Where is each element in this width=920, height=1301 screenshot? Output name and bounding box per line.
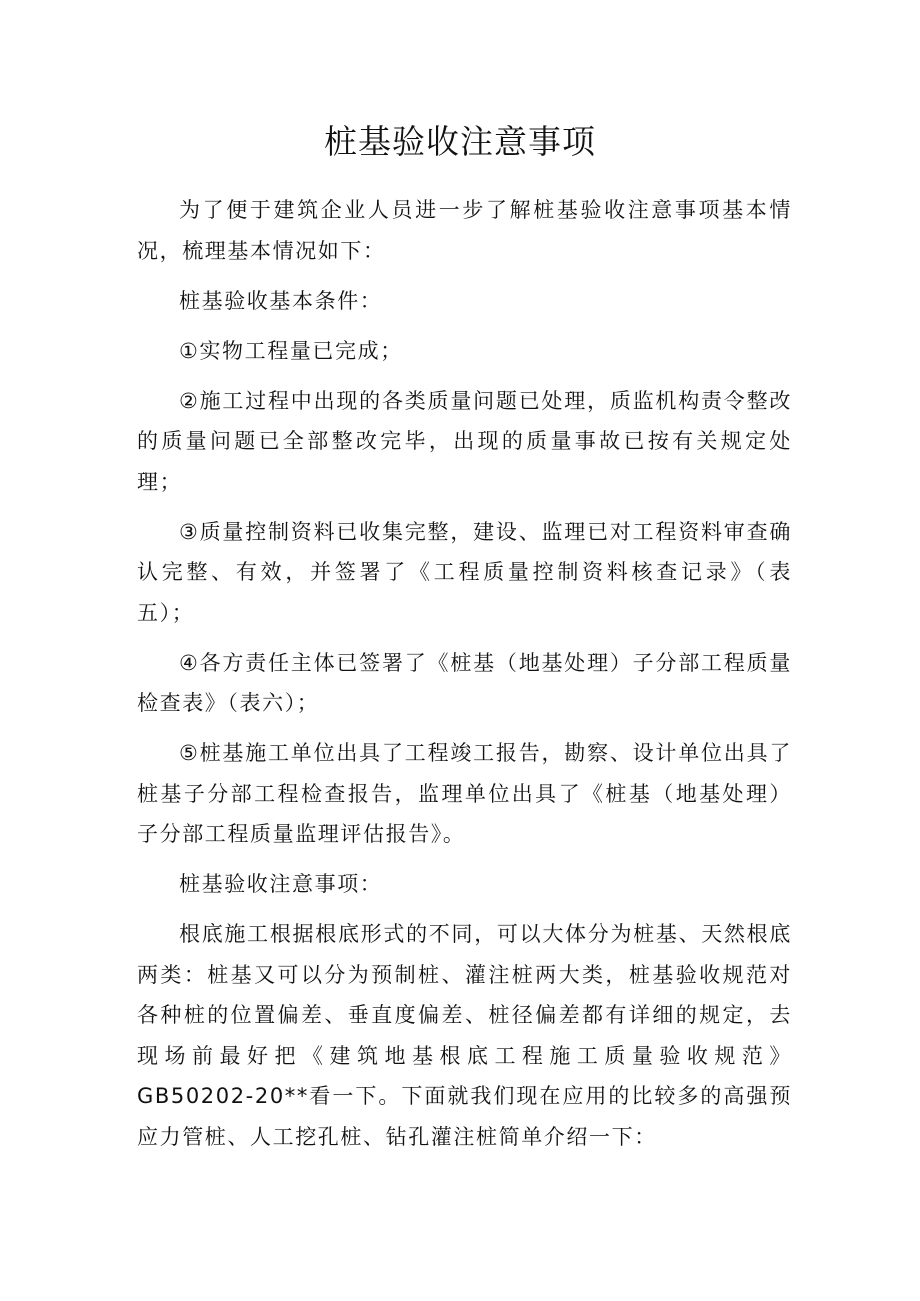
document-title: 桩基验收注意事项: [324, 122, 596, 161]
paragraph-notes-body: 根底施工根据根底形式的不同，可以大体分为桩基、天然根底两类：桩基又可以分为预制桩、灌注桩两大类，桩基验收规范对各种桩的位置偏差、垂直度偏差、桩径偏差都有详细的规定，去现场前最好把《建筑地基根底工程施工质量验收规范》GB50202-20**看一下。下面就我们现在应用的比较多的高强预应力管桩、人工挖孔桩、钻孔灌注桩简单介绍一下：: [137, 922, 792, 1149]
paragraph-condition-4: ④各方责任主体已签署了《桩基（地基处理）子分部工程质量检查表》（表六）；: [137, 650, 792, 715]
paragraph-condition-2: ②施工过程中出现的各类质量问题已处理，质监机构责令整改的质量问题已全部整改完毕，出现的质量事故已按有关规定处理；: [137, 388, 792, 494]
paragraph-conditions-heading: 桩基验收基本条件：: [179, 288, 383, 313]
paragraph-condition-3: ③质量控制资料已收集完整，建设、监理已对工程资料审查确认完整、有效，并签署了《工程质量控制资料核查记录》（表五）；: [137, 519, 792, 625]
paragraph-condition-1: ①实物工程量已完成；: [179, 338, 403, 363]
paragraph-condition-5: ⑤桩基施工单位出具了工程竣工报告，勘察、设计单位出具了桩基子分部工程检查报告，监理单位出具了《桩基（地基处理）子分部工程质量监理评估报告》。: [137, 741, 792, 846]
document-body: [137, 190, 792, 1167]
paragraph-notes-heading: 桩基验收注意事项：: [179, 872, 383, 896]
paragraph-intro: 为了便于建筑企业人员进一步了解桩基验收注意事项基本情况，梳理基本情况如下：: [137, 198, 792, 263]
